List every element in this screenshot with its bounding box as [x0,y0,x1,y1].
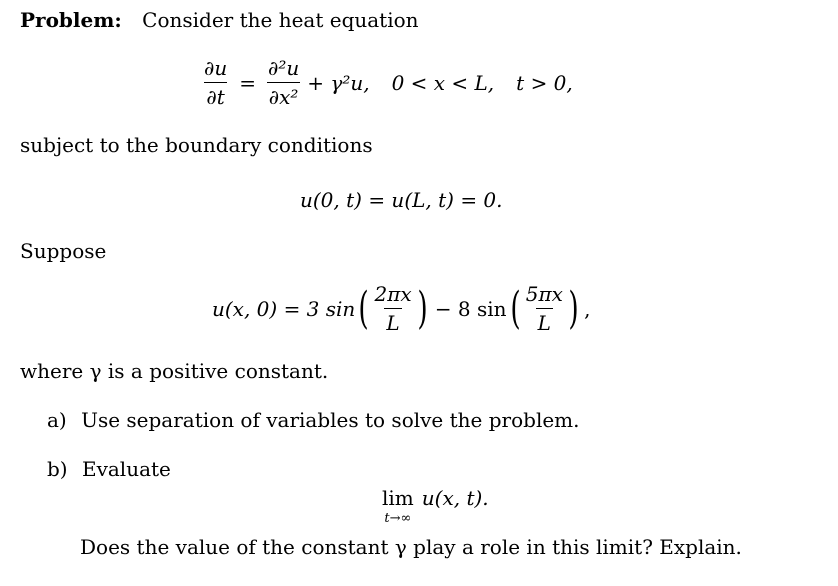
bc-intro: subject to the boundary conditions [20,133,373,157]
part-b-label: b) [47,457,68,481]
lhs-numerator: ∂u [204,56,228,80]
domain-x: 0 < x < L, [391,70,495,95]
ic-f1-denominator: L [384,308,401,335]
domain-t: t > 0, [516,70,573,95]
ic-f2-denominator: L [536,308,553,335]
part-a-label: a) [47,408,67,432]
limit-function: u(x, t). [421,486,489,510]
boundary-conditions: u(0, t) = u(L, t) = 0. [300,188,503,212]
limit-expression [382,486,489,526]
part-b [47,459,171,479]
problem-intro: Consider the heat equation [142,8,419,32]
problem-label: Problem: [20,8,122,32]
limit-op: lim [382,486,414,510]
heat-equation [202,56,573,109]
ic-f2-numerator: 5πx [525,282,563,306]
gamma-note: where γ is a positive constant. [20,359,329,383]
ic-end: , [584,296,591,321]
ic-fraction-1 [372,282,413,335]
left-paren-2: ( [509,282,521,334]
rhs-numerator: ∂²u [268,56,300,80]
limit-operator [382,486,414,526]
ic-lhs: u(x, 0) = 3 sin [212,296,356,321]
ic-mid: − 8 sin [434,296,507,321]
rhs-tail: + γ²u, [307,70,370,95]
problem-heading [20,10,419,30]
right-paren-2: ) [568,282,579,334]
ic-fraction-2 [524,282,565,335]
rhs-fraction [266,56,301,109]
left-paren-1: ( [358,282,370,334]
part-b-text: Evaluate [81,457,171,481]
part-a-text: Use separation of variables to solve the problem. [81,408,580,432]
part-a [47,410,580,430]
lhs-denominator: ∂t [204,82,226,109]
lhs-fraction [202,56,229,109]
rhs-denominator: ∂x² [267,82,301,109]
limit-subscript: t→∞ [384,511,412,526]
ic-f1-numerator: 2πx [374,282,412,306]
suppose-label: Suppose [20,239,107,263]
equals-sign: = [239,70,256,95]
initial-condition [212,282,590,335]
final-question: Does the value of the constant γ play a role in this limit? Explain. [80,535,742,559]
right-paren-1: ) [417,282,428,334]
